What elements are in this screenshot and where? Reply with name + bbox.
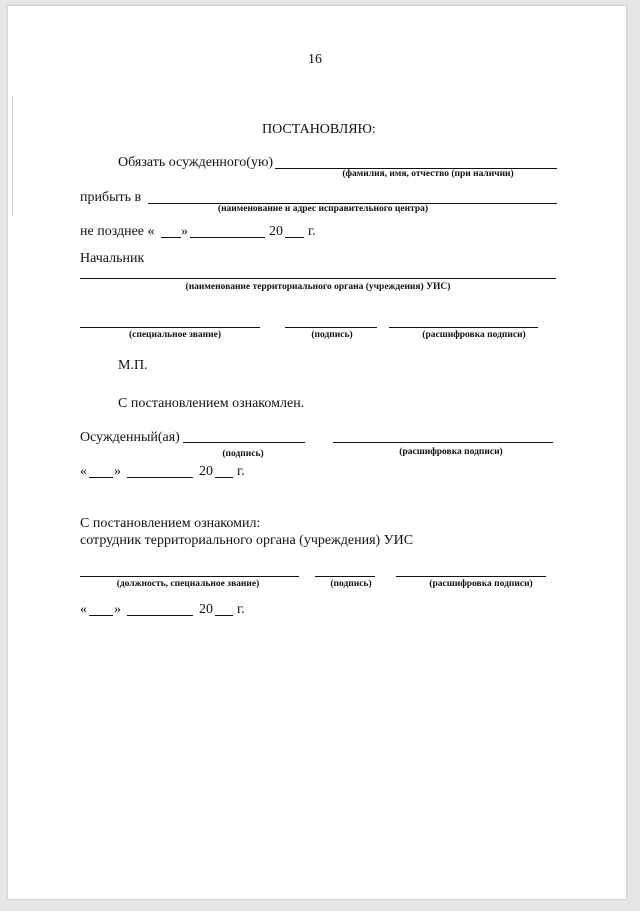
chief-decoding-line[interactable] <box>389 327 538 328</box>
stamp-label: М.П. <box>118 358 148 373</box>
employee-signature-caption: (подпись) <box>330 579 372 589</box>
employee-date-day-line[interactable] <box>89 615 113 616</box>
employee-position-line[interactable] <box>80 576 299 577</box>
convict-decoding-caption: (расшифровка подписи) <box>399 447 503 457</box>
employee-decoding-caption: (расшифровка подписи) <box>429 579 533 589</box>
employee-position-caption: (должность, специальное звание) <box>116 579 260 589</box>
chief-label: Начальник <box>80 251 145 266</box>
acquainted-label: С постановлением ознакомлен. <box>118 396 305 411</box>
deadline-month-line[interactable] <box>190 237 265 238</box>
employee-year-prefix: 20 <box>199 602 213 617</box>
convict-date-close: » <box>114 464 121 479</box>
convict-decoding-line[interactable] <box>333 442 553 443</box>
deadline-year-prefix: 20 <box>269 224 283 239</box>
convict-year-prefix: 20 <box>199 464 213 479</box>
employee-year-line[interactable] <box>215 615 233 616</box>
employee-decoding-line[interactable] <box>396 576 546 577</box>
deadline-year-line[interactable] <box>285 237 304 238</box>
employee-year-suffix: г. <box>237 602 245 617</box>
chief-decoding-caption: (расшифровка подписи) <box>422 330 526 340</box>
deadline-prefix: не позднее « <box>80 224 155 239</box>
convict-label: Осужденный(ая) <box>80 430 180 445</box>
document-page <box>8 6 626 899</box>
deadline-day-line[interactable] <box>161 237 181 238</box>
obligate-name-caption: (фамилия, имя, отчество (при наличии) <box>342 169 514 179</box>
convict-date-month-line[interactable] <box>127 477 193 478</box>
convict-signature-line[interactable] <box>183 442 305 443</box>
chief-signature-line[interactable] <box>285 327 377 328</box>
page-number: 16 <box>308 52 322 67</box>
employee-date-close: » <box>114 602 121 617</box>
obligate-label: Обязать осужденного(ую) <box>118 155 274 170</box>
heading: ПОСТАНОВЛЯЮ: <box>262 122 376 137</box>
employee-date-open: « <box>80 602 87 617</box>
chief-rank-line[interactable] <box>80 327 260 328</box>
convict-year-line[interactable] <box>215 477 233 478</box>
convict-date-day-line[interactable] <box>89 477 113 478</box>
arrive-label: прибыть в <box>80 190 142 205</box>
chief-signature-caption: (подпись) <box>311 330 353 340</box>
chief-rank-caption: (специальное звание) <box>128 330 222 340</box>
scan-edge-mark <box>12 96 13 216</box>
introduced-line2: сотрудник территориального органа (учреждения) УИС <box>80 533 414 548</box>
deadline-year-suffix: г. <box>308 224 316 239</box>
convict-signature-caption: (подпись) <box>222 449 264 459</box>
arrive-caption: (наименование и адрес исправительного центра) <box>217 204 429 214</box>
employee-date-month-line[interactable] <box>127 615 193 616</box>
chief-org-caption: (наименование территориального органа (учреждения) УИС) <box>185 282 451 292</box>
employee-signature-line[interactable] <box>315 576 375 577</box>
deadline-close-quote: » <box>181 224 188 239</box>
convict-year-suffix: г. <box>237 464 245 479</box>
chief-org-line[interactable] <box>80 278 556 279</box>
introduced-line1: С постановлением ознакомил: <box>80 516 261 531</box>
convict-date-open: « <box>80 464 87 479</box>
